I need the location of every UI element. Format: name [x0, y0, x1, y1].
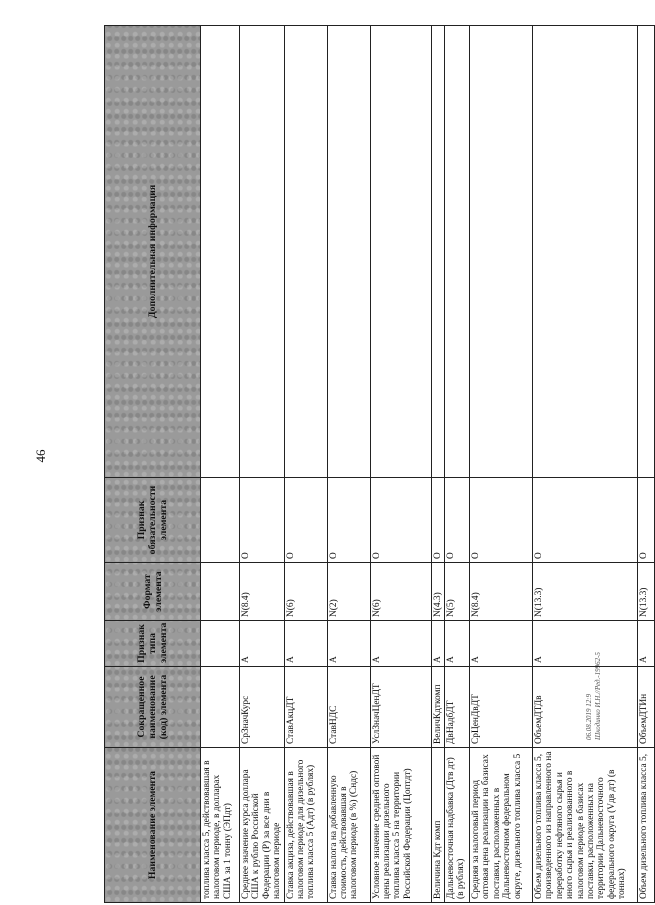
- table-row: [201, 26, 240, 903]
- header-cell: Признак типа элемента: [105, 621, 201, 667]
- element-code: ДвНадбДТ: [445, 667, 470, 748]
- element-type: А: [431, 621, 444, 667]
- element-code: ОбъемДТИн: [638, 667, 655, 748]
- header-cell: Сокращенное наименование (код) элемента: [105, 667, 201, 748]
- table-row: [284, 26, 327, 903]
- element-format: N(13.3): [533, 563, 638, 621]
- element-info: [445, 26, 470, 478]
- table-row: [370, 26, 431, 903]
- table-row: [445, 26, 470, 903]
- element-required: О: [638, 478, 655, 563]
- stamp-line: 06.08.2019 12:9: [585, 693, 593, 740]
- element-code: СрЦенДвДТ: [470, 667, 533, 748]
- element-name: Ставка налога на добавленную стоимость, действовавшая в налоговом периоде (в %) (Сндс): [327, 748, 370, 903]
- table-row: [431, 26, 444, 903]
- element-format: [201, 563, 240, 621]
- element-info: [327, 26, 370, 478]
- element-code: СтавНДС: [327, 667, 370, 748]
- element-name: Объем дизельного топлива класса 5, произведенного из направленного на переработку нефтяного сырья и иного сырья и реализованного в налоговом периоде в базисах поставки, расположенных на территории Дальневосточного федерального округа (Vдв дт) (в тоннах): [533, 748, 638, 903]
- stamp-line: Шкодинко И.Н.//Ред.-19962-5: [594, 652, 602, 740]
- header-cell: Формат элемента: [105, 563, 201, 621]
- element-type: А: [240, 621, 285, 667]
- element-required: О: [445, 478, 470, 563]
- element-format: N(6): [284, 563, 327, 621]
- element-name: Объем дизельного топлива класса 5,: [638, 748, 655, 903]
- element-format: N(8.4): [470, 563, 533, 621]
- element-type: А: [638, 621, 655, 667]
- element-required: О: [470, 478, 533, 563]
- element-required: О: [240, 478, 285, 563]
- element-format: N(6): [370, 563, 431, 621]
- element-code: ОбъемДТДв: [533, 667, 638, 748]
- element-required: О: [533, 478, 638, 563]
- table-row: [533, 26, 638, 903]
- element-required: О: [284, 478, 327, 563]
- element-code: ВеличКдткомп: [431, 667, 444, 748]
- header-cell: Наименование элемента: [105, 748, 201, 903]
- header-cell: Дополнительная информация: [105, 26, 201, 478]
- element-type: А: [327, 621, 370, 667]
- element-name: топлива класса 5, действовавшая в налоговом периоде, в долларах США за 1 тонну (ЭПдт): [201, 748, 240, 903]
- element-code: СрЗначКурс: [240, 667, 285, 748]
- element-required: О: [431, 478, 444, 563]
- element-required: [201, 478, 240, 563]
- table-row: [470, 26, 533, 903]
- element-info: [533, 26, 638, 478]
- element-info: [284, 26, 327, 478]
- table-row: [327, 26, 370, 903]
- element-info: [201, 26, 240, 478]
- element-info: [470, 26, 533, 478]
- element-type: А: [445, 621, 470, 667]
- element-type: А: [370, 621, 431, 667]
- table-row: [240, 26, 285, 903]
- table-row: [638, 26, 655, 903]
- element-format: N(8.4): [240, 563, 285, 621]
- element-type: А: [470, 621, 533, 667]
- element-info: [240, 26, 285, 478]
- element-type: [201, 621, 240, 667]
- element-format: N(2): [327, 563, 370, 621]
- element-format: N(13.3): [638, 563, 655, 621]
- element-required: О: [370, 478, 431, 563]
- header-row: [105, 26, 201, 903]
- element-code: УслЗначЦенДТ: [370, 667, 431, 748]
- element-type: А: [533, 621, 638, 667]
- element-name: Ставка акциза, действовавшая в налоговом периоде для дизельного топлива класса 5 (Адт) (в рублях): [284, 748, 327, 903]
- element-code: СтавАкцДТ: [284, 667, 327, 748]
- page-number: 46: [33, 449, 48, 463]
- element-name: Среднее значение курса доллара США к рублю Российской Федерации (Р) за все дни в налоговом периоде: [240, 748, 285, 903]
- element-name: Условное значение средней оптовой цены реализации дизельного топлива класса 5 на территории Российской Федерации (Цоптдт): [370, 748, 431, 903]
- element-format: N(5): [445, 563, 470, 621]
- elements-table: [104, 25, 655, 903]
- element-type: А: [284, 621, 327, 667]
- element-format: N(4.3): [431, 563, 444, 621]
- element-name: Величина Кдт комп: [431, 748, 444, 903]
- element-name: Средняя за налоговый период оптовая цена реализации на базисах поставки, расположенных в Дальневосточном федеральном округе, дизельного топлива класса 5: [470, 748, 533, 903]
- header-cell: Признак обязательности элемента: [105, 478, 201, 563]
- element-code: [201, 667, 240, 748]
- element-info: [431, 26, 444, 478]
- element-name: Дальневосточная надбавка (Дтв дт)(в рублях): [445, 748, 470, 903]
- element-info: [370, 26, 431, 478]
- element-info: [638, 26, 655, 478]
- element-required: О: [327, 478, 370, 563]
